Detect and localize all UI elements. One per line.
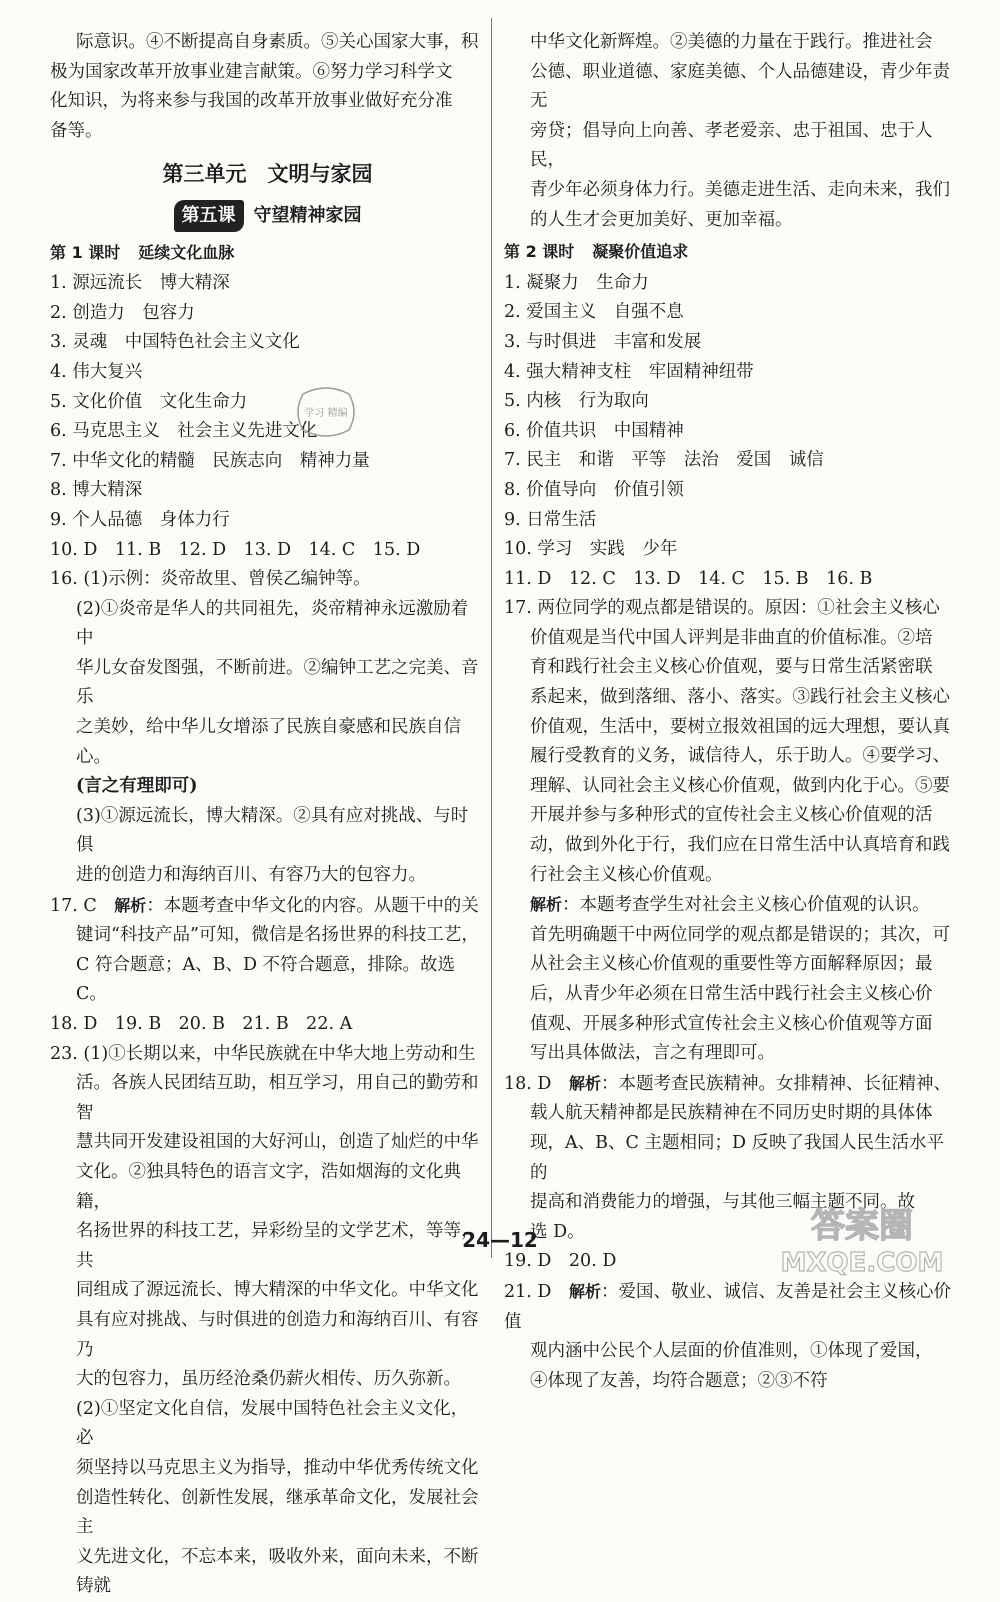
q23-line: 同组成了源远流长、博大精深的中华文化。中华文化 <box>76 1280 479 1301</box>
analysis-label: 解析 <box>114 895 147 915</box>
q17-analysis-line: 从社会主义核心价值观的重要性等方面解释原因；最 <box>530 954 933 975</box>
answer-item: 2. 爱国主义 自强不息 <box>504 302 684 323</box>
q18-line: 现，A、B、C 主题相同；D 反映了我国人民生活水平的 <box>530 1132 945 1183</box>
lesson-heading <box>50 200 485 232</box>
q17-head: 17. 两位同学的观点都是错误的。原因：①社会主义核心 <box>504 598 940 619</box>
q17-line: 系起来，做到落细、落小、落实。③践行社会主义核心 <box>530 687 950 708</box>
q18-line: 载人航天精神都是民族精神在不同历史时期的具体体 <box>530 1103 933 1124</box>
answer-item: 7. 民主 和谐 平等 法治 爱国 诚信 <box>504 450 824 471</box>
answer-item: 5. 内核 行为取向 <box>504 391 649 412</box>
q16-line: 进的创造力和海纳百川、有容乃大的包容力。 <box>76 865 426 886</box>
q23-line: 创造性转化、创新性发展，继承革命文化，发展社会主 <box>76 1487 479 1538</box>
right-intro-line: 旁贷；倡导向上向善、孝老爱亲、忠于祖国、忠于人民， <box>530 120 933 171</box>
answer-item: 8. 博大精深 <box>50 480 143 501</box>
answer-item: 4. 强大精神支柱 牢固精神纽带 <box>504 361 754 382</box>
q21-line: ④体现了友善，均符合题意；②③不符 <box>530 1370 828 1391</box>
q17-analysis <box>504 890 952 921</box>
q23-line: 须坚持以马克思主义为指导，推动中华优秀传统文化 <box>76 1457 479 1478</box>
q23-line: 活。各族人民团结互助，相互学习，用自己的勤劳和智 <box>76 1073 479 1123</box>
q21-head <box>504 1277 952 1337</box>
q16-head: 16. (1)示例：炎帝故里、曾侯乙编钟等。 <box>50 569 371 590</box>
right-intro-line: 青少年必须身体力行。美德走进生活、走向未来，我们 <box>530 179 950 200</box>
answer-item: 19. D 20. D <box>504 1251 617 1272</box>
analysis-label: 解析 <box>530 895 563 915</box>
q16-line: 华儿女奋发图强，不断前进。②编钟工艺之完美、音乐 <box>76 657 479 708</box>
q17-line: 价值观是当代中国人评判是非曲直的价值标准。②培 <box>530 627 933 648</box>
period-label: 第 1 课时 <box>50 242 121 262</box>
q23-line: 文化。②独具特色的语言文字，浩如烟海的文化典籍， <box>76 1161 461 1212</box>
column-divider <box>491 18 492 1258</box>
answer-item: 3. 灵魂 中国特色社会主义文化 <box>50 332 300 353</box>
q23-line: 大的包容力，虽历经沧桑仍薪火相传、历久弥新。 <box>76 1369 461 1390</box>
q17-analysis-line: 写出具体做法，言之有理即可。 <box>530 1043 775 1064</box>
answer-item: 1. 凝聚力 生命力 <box>504 272 649 293</box>
unit-title: 第三单元 文明与家园 <box>162 162 373 187</box>
q17-line: 动，做到外化于行，我们应在日常生活中认真培育和践 <box>530 835 950 856</box>
period-heading <box>50 238 485 268</box>
q18-answer: 18. D <box>504 1073 569 1094</box>
answer-item: 2. 创造力 包容力 <box>50 302 195 323</box>
q18-line: 选 D。 <box>530 1221 585 1242</box>
period-title: 延续文化血脉 <box>138 242 235 262</box>
page-number: 24—12 <box>462 1228 538 1252</box>
q17-line: 履行受教育的义务，诚信待人，乐于助人。④要学习、 <box>530 746 950 767</box>
q17-line: 理解、认同社会主义核心价值观，做到内化于心。⑤要 <box>530 775 950 796</box>
q17-answer: 17. C <box>50 895 115 916</box>
period-label: 第 2 课时 <box>504 242 575 262</box>
q17-line: 价值观，生活中，要树立报效祖国的远大理想，要认真 <box>530 716 950 737</box>
q17-line: 键词“科技产品”可知，微信是名扬世界的科技工艺， <box>76 925 479 946</box>
q17-line: 育和践行社会主义核心价值观，要与日常生活紧密联 <box>530 657 933 678</box>
left-intro-line: 际意识。④不断提高自身素质。⑤关心国家大事，积 <box>76 32 479 52</box>
q16-line: (3)①源远流长，博大精深。②具有应对挑战、与时俱 <box>76 805 469 856</box>
left-column <box>50 28 485 1602</box>
q23-line: 名扬世界的科技工艺，异彩纷呈的文学艺术，等等，共 <box>76 1221 479 1271</box>
answer-item: 7. 中华文化的精髓 民族志向 精神力量 <box>50 450 370 471</box>
q17-line: C 符合题意；A、B、D 不符合题意，排除。故选 C。 <box>76 954 456 1005</box>
analysis-label: 解析 <box>568 1281 601 1301</box>
q21-answer: 21. D <box>504 1281 569 1302</box>
q17-line: 开展并参与多种形式的宣传社会主义核心价值观的活 <box>530 805 933 826</box>
answer-item: 9. 个人品德 身体力行 <box>50 509 230 530</box>
answer-item: 11. D 12. C 13. D 14. C 15. B 16. B <box>504 568 873 589</box>
answer-item: 10. D 11. B 12. D 13. D 14. C 15. D <box>50 539 421 560</box>
q21-line: 观内涵中公民个人层面的价值准则，①体现了爱国， <box>530 1341 933 1362</box>
q16-note: (言之有理即可) <box>76 776 198 797</box>
stamp-text: 学习 精编 <box>304 408 348 419</box>
right-intro-line: 公德、职业道德、家庭美德、个人品德建设，青少年责无 <box>530 61 950 112</box>
q16-line: (2)①炎帝是华人的共同祖先，炎帝精神永远激励着中 <box>76 598 469 649</box>
answer-item: 6. 马克思主义 社会主义先进文化 <box>50 421 318 442</box>
q17-head <box>50 891 485 922</box>
right-intro-line: 的人生才会更加美好、更加幸福。 <box>530 209 793 230</box>
answer-item: 10. 学习 实践 少年 <box>504 539 678 560</box>
q23-line: 慧共同开发建设祖国的大好河山，创造了灿烂的中华 <box>76 1132 479 1153</box>
answer-item: 6. 价值共识 中国精神 <box>504 420 684 441</box>
analysis-label: 解析 <box>568 1073 601 1093</box>
answer-item: 4. 伟大复兴 <box>50 361 143 382</box>
watermark-logo-icon <box>752 1199 972 1279</box>
right-intro-line: 中华文化新辉煌。②美德的力量在于践行。推进社会 <box>530 32 933 52</box>
q21-text: ：爱国、敬业、诚信、友善是社会主义核心价值 <box>504 1281 951 1332</box>
q18-text: ：本题考查民族精神。女排精神、长征精神、 <box>600 1073 951 1094</box>
study-stamp-icon <box>293 384 359 440</box>
q23-line: 义先进文化，不忘本来，吸收外来，面向未来，不断铸就 <box>76 1546 479 1597</box>
q23-line: (2)①坚定文化自信，发展中国特色社会主义文化，必 <box>76 1398 469 1449</box>
answer-item: 8. 价值导向 价值引领 <box>504 479 684 500</box>
right-column <box>504 28 952 1396</box>
q17-text: ：本题考查中华文化的内容。从题干中的关 <box>146 895 479 916</box>
left-intro-line: 化知识，为将来参与我国的改革开放事业做好充分准 <box>50 91 453 112</box>
answer-item: 3. 与时俱进 丰富和发展 <box>504 331 702 352</box>
watermark-text: 答案圈 <box>811 1206 913 1246</box>
q16-line: 之美妙，给中华儿女增添了民族自豪感和民族自信心。 <box>76 717 461 767</box>
q18-head <box>504 1069 952 1100</box>
watermark-url: MXQE.COM <box>780 1248 944 1278</box>
lesson-title: 守望精神家园 <box>253 204 362 226</box>
answer-item: 18. D 19. B 20. B 21. B 22. A <box>50 1014 353 1034</box>
q17-analysis-line: 值观、开展多种形式宣传社会主义核心价值观等方面 <box>530 1013 933 1034</box>
q23-line: 具有应对挑战、与时俱进的创造力和海纳百川、有容乃 <box>76 1309 479 1360</box>
q17-analysis-line: 后，从青少年必须在日常生活中践行社会主义核心价 <box>530 984 933 1004</box>
q17-analysis-line: 首先明确题干中两位同学的观点都是错误的；其次，可 <box>530 924 950 945</box>
answer-item: 9. 日常生活 <box>504 509 597 530</box>
left-intro-line: 极为国家改革开放事业建言献策。⑥努力学习科学文 <box>50 61 453 82</box>
answer-item: 5. 文化价值 文化生命力 <box>50 391 248 412</box>
q18-line: 提高和消费能力的增强，与其他三幅主题不同。故 <box>530 1192 915 1213</box>
period-title: 凝聚价值追求 <box>592 242 689 262</box>
q17-line: 行社会主义核心价值观。 <box>530 864 723 885</box>
q23-head: 23. (1)①长期以来，中华民族就在中华大地上劳动和生 <box>50 1043 476 1064</box>
left-intro-line: 备等。 <box>50 120 103 141</box>
answer-item: 1. 源远流长 博大精深 <box>50 273 230 294</box>
q17-analysis-text: ：本题考查学生对社会主义核心价值观的认识。 <box>562 895 930 916</box>
lesson-badge: 第五课 <box>174 200 244 232</box>
period-heading <box>504 237 952 267</box>
